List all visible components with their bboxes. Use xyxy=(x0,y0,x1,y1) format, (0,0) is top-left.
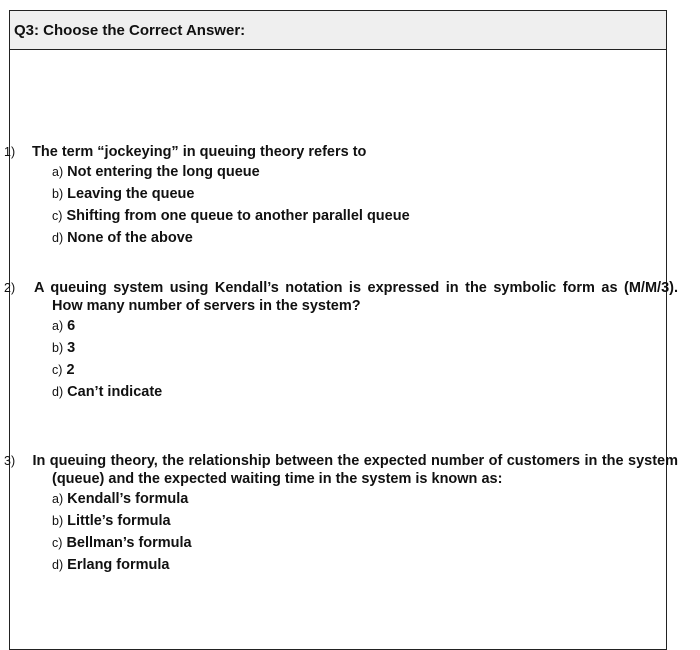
option-label: c) xyxy=(52,363,63,377)
option-label: a) xyxy=(52,319,64,333)
question-text: The term “jockeying” in queuing theory refers to xyxy=(32,144,367,160)
option-label: a) xyxy=(52,165,64,179)
question-text: In queuing theory, the relationship between the expected number of customers in the system (queue) and the expected waiting time in the system is known as: xyxy=(32,453,678,487)
option-label: b) xyxy=(52,187,64,201)
option-d xyxy=(28,554,684,576)
question-1 xyxy=(4,143,684,249)
option-text: Bellman’s formula xyxy=(66,535,192,551)
option-text: None of the above xyxy=(67,230,193,246)
option-text: Not entering the long queue xyxy=(67,164,260,180)
option-label: d) xyxy=(52,385,64,399)
option-text: 6 xyxy=(67,318,76,334)
option-label: c) xyxy=(52,209,63,223)
option-d xyxy=(28,227,684,249)
question-3 xyxy=(4,452,684,576)
option-c xyxy=(28,532,684,554)
option-a xyxy=(28,161,684,183)
question-stem: 3) In queuing theory, the relationship between the expected number of customers in the system (queue) and the expected waiting time in the system is known as: xyxy=(4,453,678,487)
section-title: Q3: Choose the Correct Answer: xyxy=(14,21,246,39)
option-label: c) xyxy=(52,536,63,550)
question-stem: 2) A queuing system using Kendall’s notation is expressed in the symbolic form as (M/M/3). How many number of servers in the system? xyxy=(4,280,678,314)
option-a xyxy=(28,488,684,510)
option-text: Kendall’s formula xyxy=(67,491,189,507)
option-text: Little’s formula xyxy=(67,513,171,529)
option-label: b) xyxy=(52,341,64,355)
question-stem: 1) The term “jockeying” in queuing theory refers to xyxy=(4,144,367,160)
option-label: a) xyxy=(52,492,64,506)
question-2 xyxy=(4,279,684,403)
option-text: Erlang formula xyxy=(67,557,170,573)
option-text: Can’t indicate xyxy=(67,384,163,400)
option-label: d) xyxy=(52,231,64,245)
option-d xyxy=(28,381,684,403)
option-b xyxy=(28,183,684,205)
option-a xyxy=(28,315,684,337)
question-text: A queuing system using Kendall’s notation is expressed in the symbolic form as (M/M/3). How many number of servers in the system? xyxy=(33,280,678,314)
option-text: Leaving the queue xyxy=(67,186,195,202)
option-b xyxy=(28,337,684,359)
option-label: b) xyxy=(52,514,64,528)
option-text: 3 xyxy=(67,340,76,356)
option-c xyxy=(28,205,684,227)
option-text: 2 xyxy=(66,362,75,378)
option-c xyxy=(28,359,684,381)
section-header xyxy=(10,11,666,50)
option-text: Shifting from one queue to another parallel queue xyxy=(66,208,410,224)
option-b xyxy=(28,510,684,532)
option-label: d) xyxy=(52,558,64,572)
